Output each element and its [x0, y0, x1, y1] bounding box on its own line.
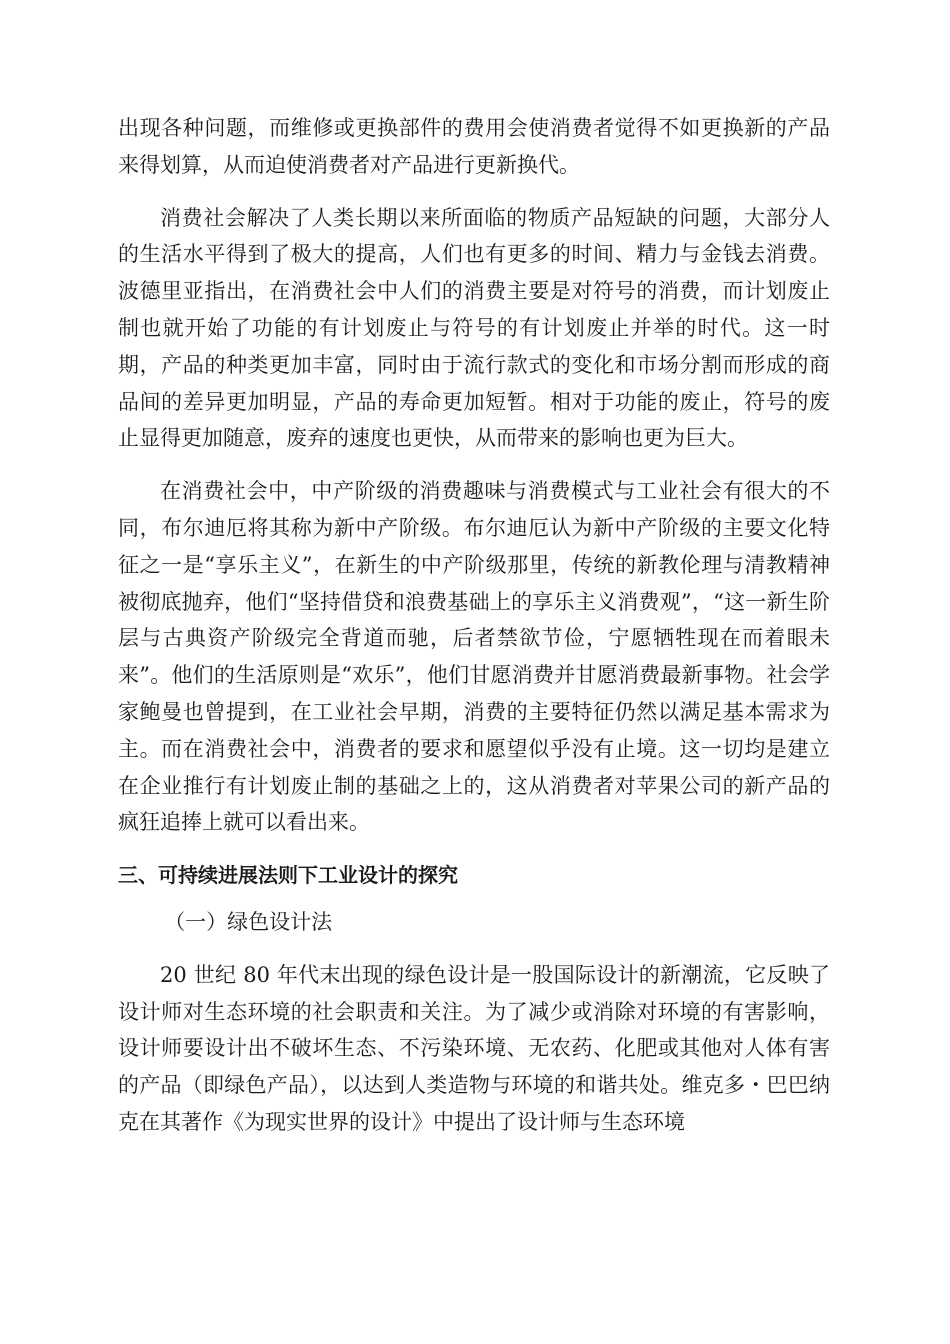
paragraph-middle-class: 在消费社会中，中产阶级的消费趣味与消费模式与工业社会有很大的不同，布尔迪厄将其称为新中产阶级。布尔迪厄认为新中产阶级的主要文化特征之一是“享乐主义”，在新生的中产阶级那里，传统的新教伦理与清教精神被彻底抛弃，他们“坚持借贷和浪费基础上的享乐主义消费观”，“这一新生阶层与古典资产阶级完全背道而驰，后者禁欲节俭，宁愿牺牲现在而着眼未来”。他们的生活原则是“欢乐”，他们甘愿消费并甘愿消费最新事物。社会学家鲍曼也曾提到，在工业社会早期，消费的主要特征仍然以满足基本需求为主。而在消费社会中，消费者的要求和愿望似乎没有止境。这一切均是建立在企业推行有计划废止制的基础之上的，这从消费者对苹果公司的新产品的疯狂追捧上就可以看出来。	[118, 479, 830, 835]
document-body	[118, 110, 830, 1141]
paragraph-continued: 出现各种问题，而维修或更换部件的费用会使消费者觉得不如更换新的产品来得划算，从而迫使消费者对产品进行更新换代。	[118, 116, 830, 177]
paragraph-consumer-society: 消费社会解决了人类长期以来所面临的物质产品短缺的问题，大部分人的生活水平得到了极大的提高，人们也有更多的时间、精力与金钱去消费。波德里亚指出，在消费社会中人们的消费主要是对符号的消费，而计划废止制也就开始了功能的有计划废止与符号的有计划废止并举的时代。这一时期，产品的种类更加丰富，同时由于流行款式的变化和市场分割而形成的商品间的差异更加明显，产品的寿命更加短暂。相对于功能的废止，符号的废止显得更加随意，废弃的速度也更快，从而带来的影响也更为巨大。	[118, 205, 830, 451]
subsection-heading: （一）绿色设计法	[164, 909, 333, 934]
section-heading: 三、可持续进展法则下工业设计的探究	[118, 863, 458, 888]
paragraph-green-design: 20 世纪 80 年代末出现的绿色设计是一股国际设计的新潮流，它反映了设计师对生态环境的社会职责和关注。为了减少或消除对环境的有害影响，设计师要设计出不破坏生态、不污染环境、无农药、化肥或其他对人体有害的产品（即绿色产品），以达到人类造物与环境的和谐共处。维克多・巴巴纳克在其著作《为现实世界的设计》中提出了设计师与生态环境	[118, 962, 830, 1134]
